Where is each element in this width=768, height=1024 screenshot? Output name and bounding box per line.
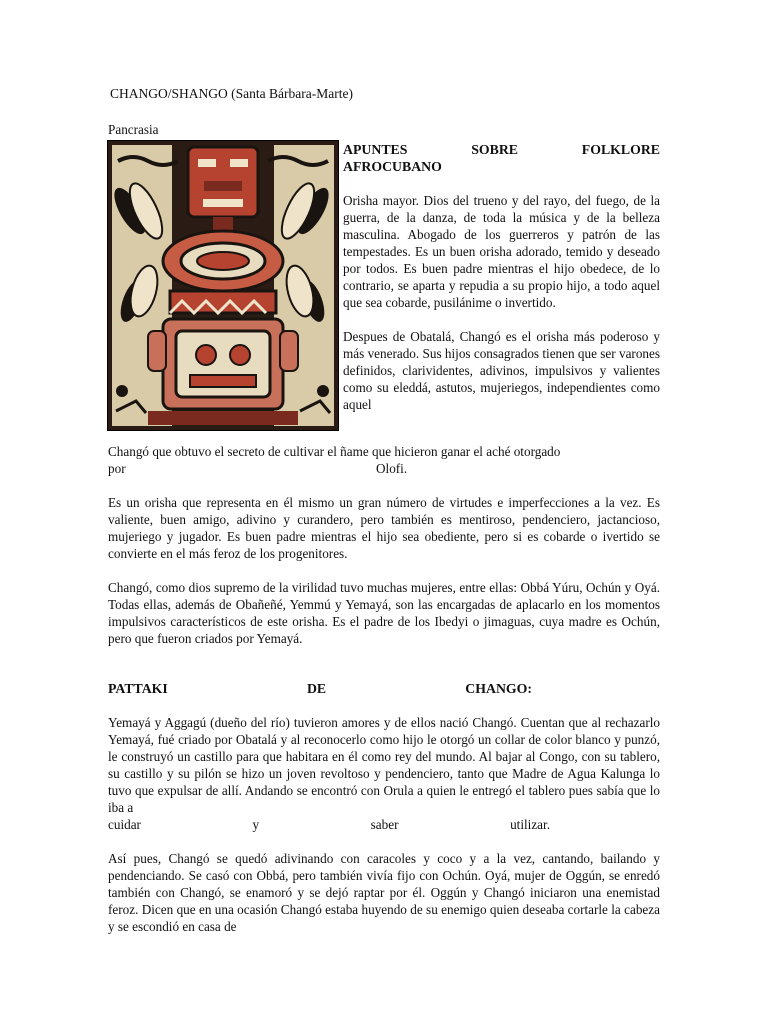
section-heading-line2: AFROCUBANO xyxy=(343,159,442,174)
paragraph-chango-continued xyxy=(108,443,660,477)
paragraph-chango-line: Changó que obtuvo el secreto de cultivar el ñame que hicieron ganar el aché otorgado xyxy=(108,444,561,459)
paragraph-mujeres: Changó, como dios supremo de la virilidad tuvo muchas mujeres, entre ellas: Obbá Yúru, Ochún y Oyá. Todas ellas, además de Obañeñé, Yemmú y Yemayá, son las encargadas de aplacarlo en los momentos impulsivos característicos de este orisha. Es el padre de los Ibedyi o jimaguas, cuya madre es Ochún, pero que fueron criados por Yemayá. xyxy=(108,580,660,646)
paragraph-virtudes: Es un orisha que representa en él mismo un gran número de virtudes e imperfecciones a la vez. Es valiente, buen amigo, adivino y curandero, pero también es mentiroso, pendenciero, jactancioso, mujeriego y jugador. Es buen padre mientras el hijo sea obediente, pero si es cobarde o ivertido se convierte en el más feroz de los progenitores. xyxy=(108,495,660,561)
paragraph-orisha-mayor: Orisha mayor. Dios del trueno y del rayo, del fuego, de la guerra, de la danza, de toda la música y de la belleza masculina. Abogado de los guerreros y patrón de las tempestades. Es un buen orisha adorado, temido y deseado por todos. Es buen padre mientras el hijo obedece, de lo contrario, se aparta y repudia a su propio hijo, a todo aquel que sea cobarde, pusilánime o invertido. xyxy=(343,193,660,310)
paragraph-despues-obatala: Despues de Obatalá, Changó es el orisha más poderoso y más venerado. Sus hijos consagrados tienen que ser varones definidos, clarividentes, adivinos, impulsivos y valientes como su eleddá, astutos, mujeriegos, independientes como aquel xyxy=(343,329,660,412)
side-column xyxy=(343,141,660,413)
paragraph-chango-last-line xyxy=(108,460,660,477)
last-line-word-por: por xyxy=(108,461,126,476)
painting-illustration xyxy=(108,141,338,430)
paragraph-pattaki-last-line: cuidar y saber utilizar. xyxy=(108,817,550,832)
paragraph-asi-pues: Así pues, Changó se quedó adivinando con caracoles y coco y a la vez, cantando, bailando y pendenciando. Se casó con Obbá, pero también vivía fijo con Ochún. Oyá, mujer de Oggún, se enredó también con Changó, se enamoró y se dejó raptar por él. Oggún y Changó iniciaron una enemistad feroz. Dicen que en una ocasión Changó estaba huyendo de su enemigo quien deseaba cortarle la cabeza y se escondió en casa de xyxy=(108,851,660,934)
chango-painting xyxy=(107,140,339,431)
paragraph-pattaki: Yemayá y Aggagú (dueño del río) tuvieron amores y de ellos nació Changó. Cuentan que al rechazarlo Yemayá, fué criado por Obatalá y al reconocerlo como hijo le otorgó un collar de color blanco y punzó, le construyó un castillo para que habitara en él como rey del mundo. Al bajar al Congo, con su tablero, su castillo y su pilón se hizo un joven revoltoso y pendenciero, tanto que Madre de Agua Kalunga lo tuvo que expulsar de allí. Andando se encontró con Orula a quien le entregó el tablero pues sabía que lo iba a xyxy=(108,715,660,815)
section-heading-line1: APUNTES SOBRE FOLKLORE xyxy=(343,142,660,157)
pattaki-heading: PATTAKI DE CHANGO: xyxy=(108,681,532,696)
image-caption: Pancrasia xyxy=(108,122,159,137)
document-title: CHANGO/SHANGO (Santa Bárbara-Marte) xyxy=(110,86,353,101)
last-line-word-olofi: Olofi. xyxy=(376,461,408,476)
